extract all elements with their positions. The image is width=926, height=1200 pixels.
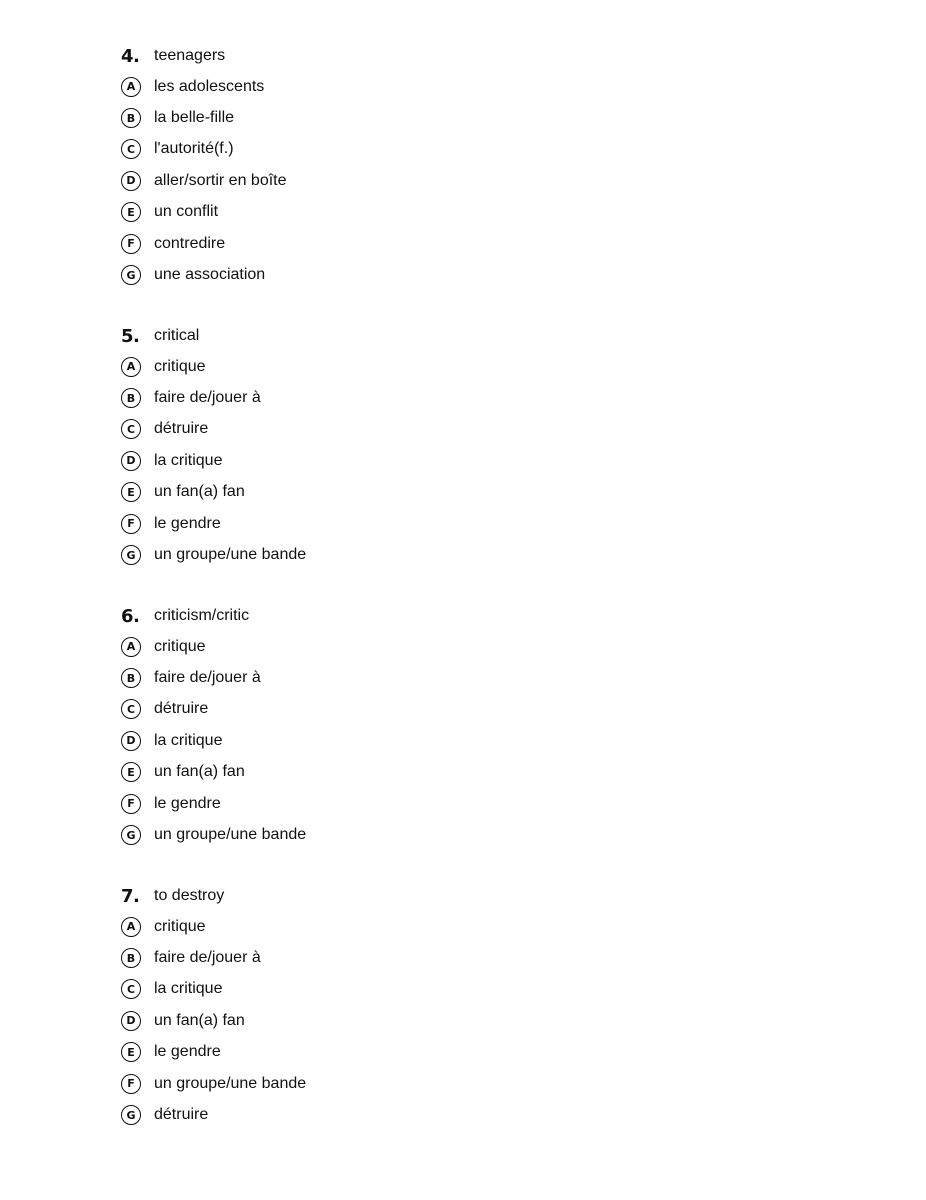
answer-options [121,631,821,851]
option-text: faire de/jouer à [154,669,261,687]
answer-option[interactable] [121,942,821,973]
option-text: la critique [154,451,223,469]
option-letter-badge[interactable]: F [121,794,141,814]
option-text: un groupe/une bande [154,826,307,844]
answer-option[interactable] [121,351,821,382]
option-text: un conflit [154,203,219,221]
answer-option[interactable] [121,508,821,539]
answer-option[interactable] [121,757,821,788]
option-letter-badge[interactable]: D [121,1011,141,1031]
option-letter-badge[interactable]: B [121,388,141,408]
option-letter-badge[interactable]: C [121,419,141,439]
option-text: le gendre [154,1043,221,1061]
question-number: 6. [121,605,140,627]
option-letter-badge[interactable]: G [121,1105,141,1125]
option-letter-badge[interactable]: G [121,545,141,565]
option-text: un fan(a) fan [154,763,245,781]
option-text: détruire [154,420,209,438]
question [121,884,821,1164]
question [121,44,821,324]
option-letter-badge[interactable]: B [121,108,141,128]
answer-option[interactable] [121,102,821,133]
option-letter-badge[interactable]: E [121,202,141,222]
option-letter-badge[interactable]: D [121,451,141,471]
answer-option[interactable] [121,197,821,228]
question-number: 5. [121,325,140,347]
answer-options [121,71,821,291]
question-header [121,44,821,68]
option-text: la belle-fille [154,109,235,127]
option-letter-badge[interactable]: E [121,1042,141,1062]
answer-option[interactable] [121,1005,821,1036]
answer-option[interactable] [121,725,821,756]
question-prompt: teenagers [154,47,226,64]
answer-option[interactable] [121,477,821,508]
question-number: 7. [121,885,140,907]
answer-option[interactable] [121,911,821,942]
option-letter-badge[interactable]: F [121,514,141,534]
quiz-list [121,44,821,1164]
option-letter-badge[interactable]: D [121,731,141,751]
answer-option[interactable] [121,1068,821,1099]
question [121,324,821,604]
option-letter-badge[interactable]: A [121,637,141,657]
option-text: faire de/jouer à [154,389,261,407]
option-text: un fan(a) fan [154,1011,245,1029]
option-text: contredire [154,234,226,252]
option-letter-badge[interactable]: C [121,699,141,719]
option-text: aller/sortir en boîte [154,171,287,189]
question-prompt: to destroy [154,887,225,904]
option-letter-badge[interactable]: C [121,139,141,159]
question [121,604,821,884]
option-text: la critique [154,980,223,998]
option-letter-badge[interactable]: F [121,1074,141,1094]
option-text: un fan(a) fan [154,483,245,501]
option-text: critique [154,917,206,935]
option-text: le gendre [154,514,221,532]
answer-options [121,351,821,571]
answer-option[interactable] [121,382,821,413]
question-prompt: criticism/critic [154,607,250,624]
answer-option[interactable] [121,819,821,850]
option-letter-badge[interactable]: A [121,357,141,377]
answer-option[interactable] [121,134,821,165]
option-letter-badge[interactable]: E [121,482,141,502]
option-letter-badge[interactable]: B [121,948,141,968]
option-text: détruire [154,1106,209,1124]
option-letter-badge[interactable]: F [121,234,141,254]
option-letter-badge[interactable]: E [121,762,141,782]
option-text: détruire [154,700,209,718]
answer-option[interactable] [121,228,821,259]
answer-option[interactable] [121,414,821,445]
option-letter-badge[interactable]: G [121,265,141,285]
answer-option[interactable] [121,1099,821,1130]
option-letter-badge[interactable]: A [121,917,141,937]
answer-option[interactable] [121,1037,821,1068]
answer-option[interactable] [121,662,821,693]
question-header [121,604,821,628]
option-text: un groupe/une bande [154,1074,307,1092]
answer-option[interactable] [121,165,821,196]
answer-option[interactable] [121,788,821,819]
option-text: critique [154,637,206,655]
option-text: faire de/jouer à [154,949,261,967]
option-text: l'autorité(f.) [154,140,234,158]
option-text: la critique [154,731,223,749]
option-text: le gendre [154,794,221,812]
option-text: critique [154,357,206,375]
answer-option[interactable] [121,445,821,476]
answer-option[interactable] [121,631,821,662]
question-header [121,884,821,908]
question-number: 4. [121,45,140,67]
option-letter-badge[interactable]: G [121,825,141,845]
answer-option[interactable] [121,694,821,725]
question-prompt: critical [154,327,200,344]
answer-option[interactable] [121,539,821,570]
option-text: une association [154,266,266,284]
option-letter-badge[interactable]: B [121,668,141,688]
answer-options [121,911,821,1131]
answer-option[interactable] [121,974,821,1005]
option-letter-badge[interactable]: D [121,171,141,191]
question-header [121,324,821,348]
answer-option[interactable] [121,259,821,290]
option-letter-badge[interactable]: A [121,77,141,97]
answer-option[interactable] [121,71,821,102]
option-letter-badge[interactable]: C [121,979,141,999]
option-text: les adolescents [154,77,265,95]
option-text: un groupe/une bande [154,546,307,564]
